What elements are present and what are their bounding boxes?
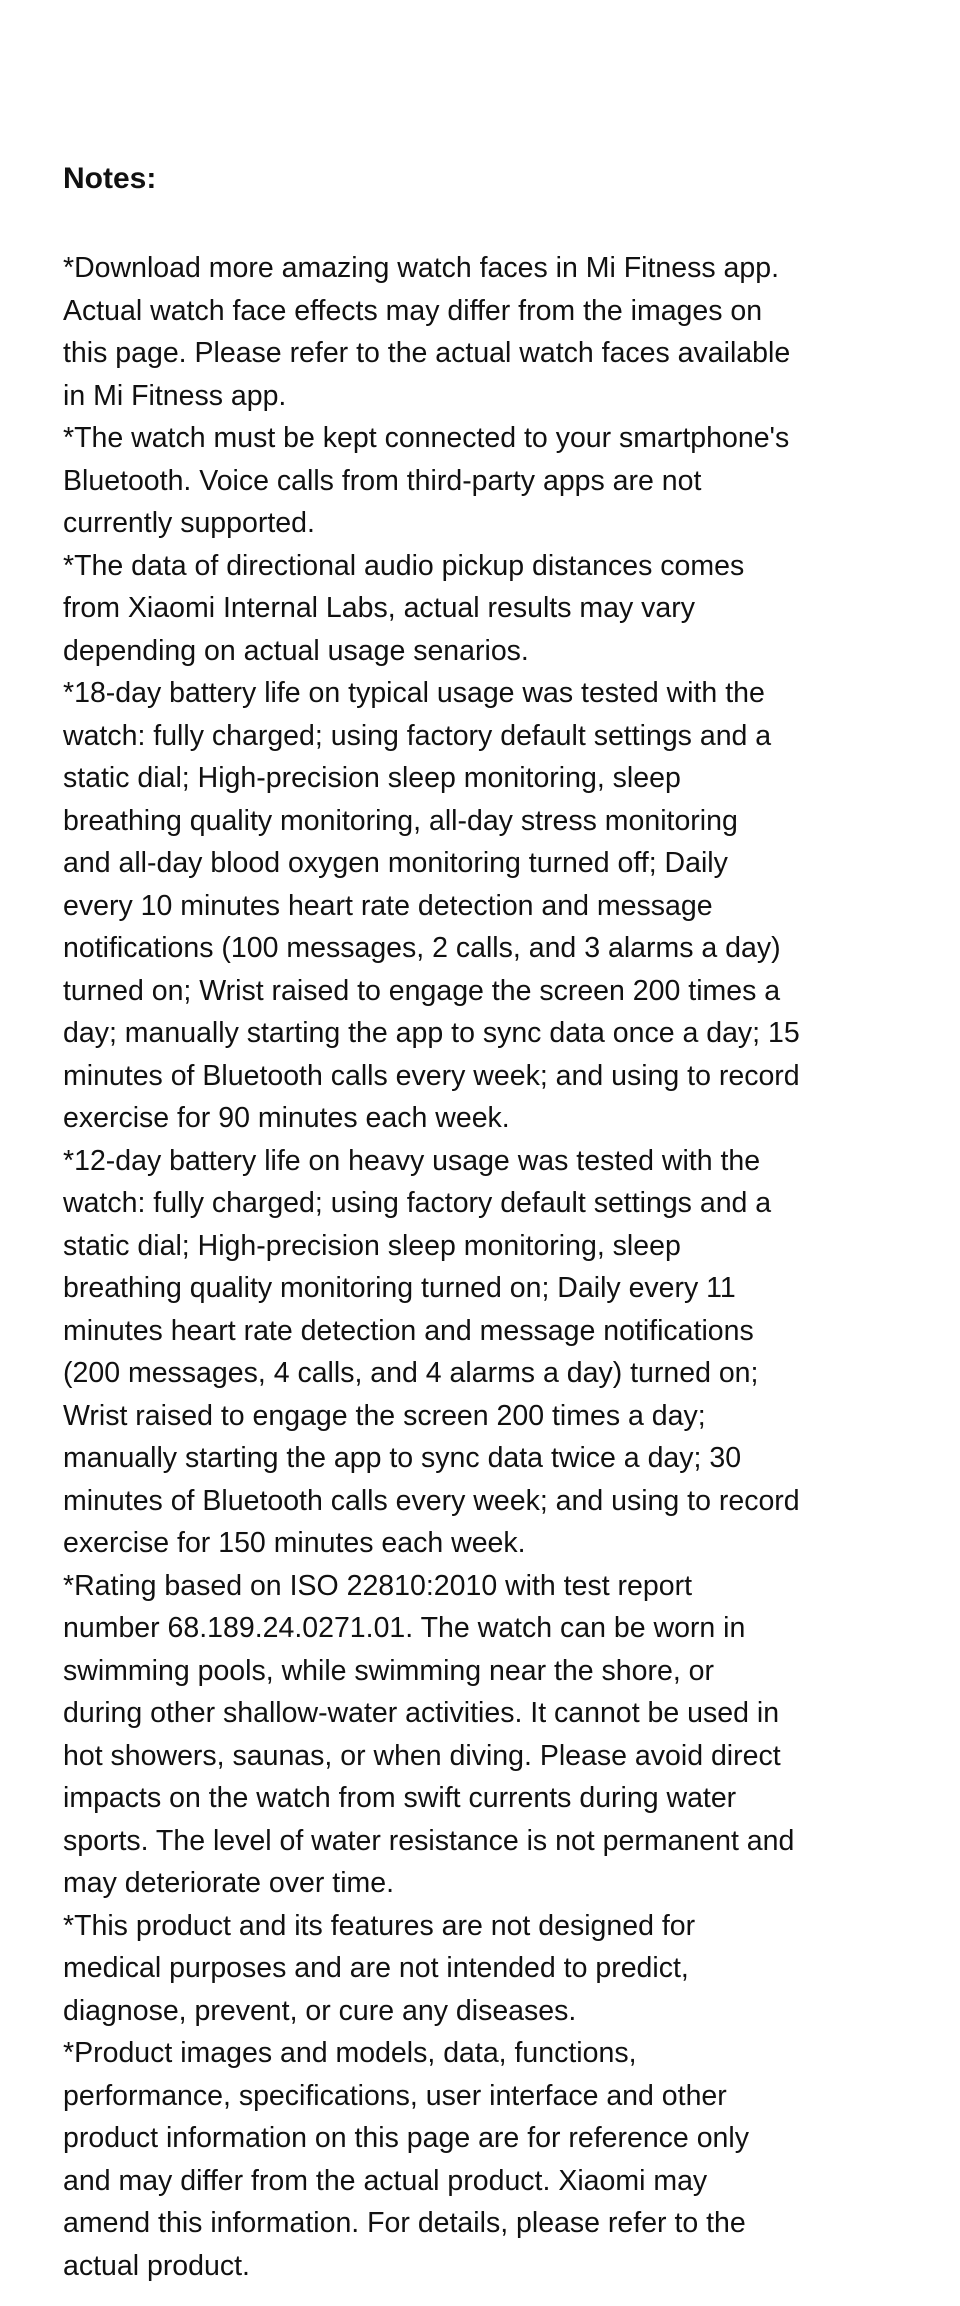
note-line: breathing quality monitoring turned on; Daily every 11 — [63, 1272, 736, 1304]
note-line: *The watch must be kept connected to your smartphone's — [63, 422, 790, 454]
note-line: from Xiaomi Internal Labs, actual results may vary — [63, 592, 695, 624]
note-line: *This product and its features are not designed for — [63, 1909, 696, 1942]
note-line: *The data of directional audio pickup distances comes — [63, 549, 745, 582]
note-line: currently supported. — [63, 507, 315, 539]
note-line: diagnose, prevent, or cure any diseases. — [63, 1994, 577, 2027]
note-paragraph — [63, 1905, 800, 2033]
note-line: breathing quality monitoring, all-day stress monitoring — [63, 804, 738, 837]
note-line: turned on; Wrist raised to engage the screen 200 times a — [63, 974, 781, 1007]
note-line: manually starting the app to sync data twice a day; 30 — [63, 1442, 742, 1474]
note-line: (200 messages, 4 calls, and 4 alarms a day) turned on; — [63, 1357, 759, 1389]
note-line: exercise for 90 minutes each week. — [63, 1102, 510, 1134]
note-line: *18-day battery life on typical usage was tested with the — [63, 677, 765, 709]
notes-body — [63, 247, 800, 2287]
note-line: every 10 minutes heart rate detection and message — [63, 889, 713, 922]
note-line: watch: fully charged; using factory default settings and a — [63, 719, 772, 752]
note-line: may deteriorate over time. — [63, 1867, 395, 1899]
note-line: minutes of Bluetooth calls every week; and using to record — [63, 1059, 800, 1092]
notes-heading: Notes: — [63, 162, 157, 195]
note-line: *Rating based on ISO 22810:2010 with test report — [63, 1569, 692, 1602]
note-line: during other shallow-water activities. It cannot be used in — [63, 1697, 780, 1729]
note-line: this page. Please refer to the actual watch faces available — [63, 337, 791, 369]
note-paragraph — [63, 2032, 800, 2287]
note-line: depending on actual usage senarios. — [63, 634, 529, 667]
note-line: actual product. — [63, 2249, 250, 2282]
note-line: swimming pools, while swimming near the shore, or — [63, 1654, 714, 1687]
note-line: minutes of Bluetooth calls every week; and using to record — [63, 1484, 800, 1517]
note-line: notifications (100 messages, 2 calls, and 3 alarms a day) — [63, 932, 781, 964]
note-line: hot showers, saunas, or when diving. Please avoid direct — [63, 1739, 781, 1772]
note-line: exercise for 150 minutes each week. — [63, 1527, 526, 1559]
note-paragraph — [63, 1565, 800, 1905]
note-line: in Mi Fitness app. — [63, 379, 287, 412]
note-line: static dial; High-precision sleep monitoring, sleep — [63, 1229, 681, 1262]
note-line: product information on this page are for reference only — [63, 2122, 749, 2154]
note-paragraph — [63, 417, 800, 545]
note-line: and may differ from the actual product. Xiaomi may — [63, 2164, 708, 2197]
note-paragraph — [63, 545, 800, 673]
note-line: impacts on the watch from swift currents during water — [63, 1782, 737, 1814]
note-paragraph — [63, 1140, 800, 1565]
note-line: performance, specifications, user interface and other — [63, 2079, 727, 2112]
note-line: Actual watch face effects may differ from the images on — [63, 294, 763, 327]
note-line: Wrist raised to engage the screen 200 times a day; — [63, 1399, 706, 1432]
note-line: day; manually starting the app to sync data once a day; 15 — [63, 1017, 800, 1049]
note-line: amend this information. For details, please refer to the — [63, 2207, 746, 2239]
note-line: *12-day battery life on heavy usage was tested with the — [63, 1144, 761, 1177]
note-paragraph — [63, 672, 800, 1140]
note-line: medical purposes and are not intended to predict, — [63, 1952, 689, 1984]
note-paragraph — [63, 247, 800, 417]
note-line: minutes heart rate detection and message notifications — [63, 1314, 754, 1347]
note-line: and all-day blood oxygen monitoring turned off; Daily — [63, 847, 728, 879]
note-line: Bluetooth. Voice calls from third-party apps are not — [63, 464, 702, 497]
note-line: *Download more amazing watch faces in Mi Fitness app. — [63, 252, 779, 284]
note-line: number 68.189.24.0271.01. The watch can be worn in — [63, 1612, 746, 1644]
note-line: watch: fully charged; using factory default settings and a — [63, 1187, 772, 1219]
note-line: static dial; High-precision sleep monitoring, sleep — [63, 762, 681, 794]
note-line: *Product images and models, data, functions, — [63, 2037, 637, 2069]
note-line: sports. The level of water resistance is not permanent and — [63, 1824, 795, 1857]
